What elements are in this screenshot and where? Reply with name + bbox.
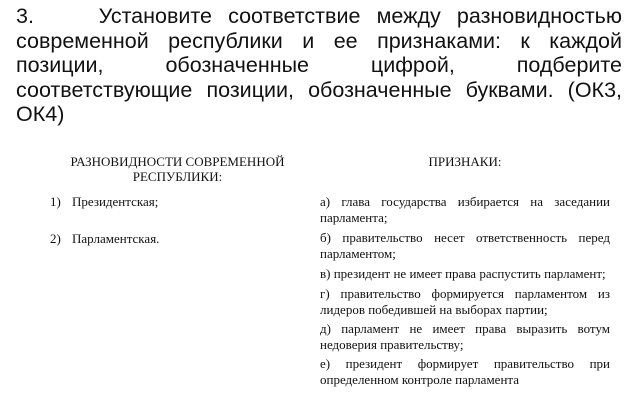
features-header: ПРИЗНАКИ: xyxy=(428,154,502,169)
feature-item: а) глава государства избирается на заседании парламента; xyxy=(320,194,610,225)
feature-item: г) правительство формируется парламентом из лидеров победившей на выборах партии; xyxy=(320,286,610,317)
question-text-block xyxy=(16,4,622,127)
question-number: 3. xyxy=(16,4,34,28)
question-prompt: Установите соответствие между разновидностью современной республики и ее признаками: к каждой позиции, обозначенные цифрой, подберите соответствующие позиции, обозначенные буквами. (ОК3, ОК4) xyxy=(16,4,622,126)
feature-item: д) парламент не имеет права выразить вотум недоверия правительству; xyxy=(320,321,610,352)
feature-item: е) президент формирует правительство при определенном контроле парламента xyxy=(320,356,610,387)
features-column xyxy=(320,154,610,392)
republic-type-item xyxy=(50,194,305,231)
republic-types-column xyxy=(50,154,305,268)
item-number: 1) xyxy=(50,194,61,209)
feature-item: в) президент не имеет права распустить парламент; xyxy=(320,266,606,281)
republic-types-header: РАЗНОВИДНОСТИ СОВРЕМЕННОЙ РЕСПУБЛИКИ: xyxy=(70,154,285,184)
item-label: Парламентская. xyxy=(72,231,160,246)
republic-type-item xyxy=(50,231,305,268)
item-number: 2) xyxy=(50,231,61,246)
item-label: Президентская; xyxy=(72,194,159,209)
feature-item: б) правительство несет ответственность перед парламентом; xyxy=(320,230,610,261)
